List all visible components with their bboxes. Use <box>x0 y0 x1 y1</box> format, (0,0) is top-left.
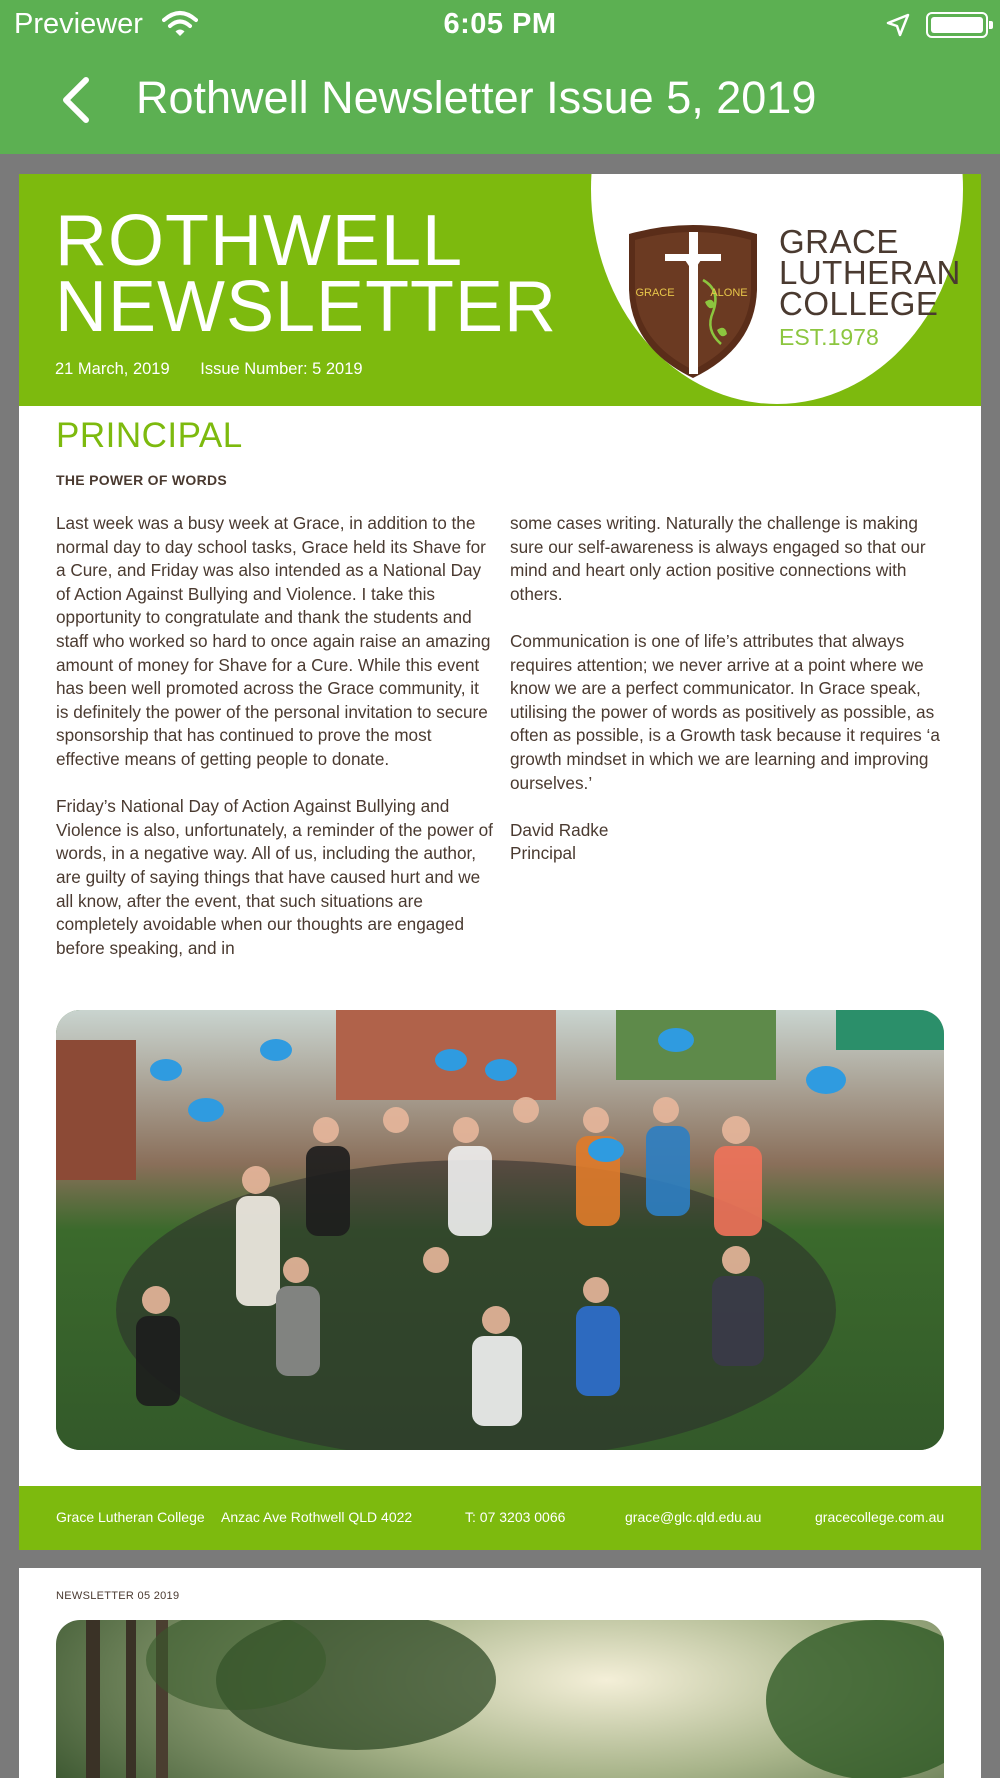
college-established: EST.1978 <box>779 324 879 350</box>
status-bar <box>0 0 1000 50</box>
nav-bar <box>0 60 1000 140</box>
newsletter-title: ROTHWELL NEWSLETTER <box>55 201 558 347</box>
app-bar <box>0 0 1000 154</box>
chevron-left-icon[interactable] <box>56 74 96 126</box>
newsletter-page-2[interactable] <box>19 1568 981 1778</box>
issue-date: 21 March, 2019 <box>55 360 170 378</box>
paragraph: Communication is one of life’s attributes that always requires attention; we never arrive at a point where we know we are a perfect communicator. In Grace speak, utilising the power of words as positively as possible, as often as possible, is a Growth task because it requires ‘a growth mindset in which we are learning and improving ourselves.’ <box>510 630 940 793</box>
paragraph: some cases writing. Naturally the challenge is making sure our self-awareness is always engaged so that our mind and heart only action positive connections with others. <box>510 513 926 604</box>
paragraph: Last week was a busy week at Grace, in addition to the normal day to day school tasks, Grace held its Shave for a Cure, and Friday was also intended as a National Day of Action Against Bullying and Violence. I take this opportunity to congratulate and thank the students and staff who worked so hard to once again raise an amazing amount of money for Shave for a Cure. While this event has been well promoted across the Grace community, it is definitely the power of the personal invitation to secure sponsorship that has continued to prove the most effective means of getting people to donate. <box>56 513 491 769</box>
forest-photo <box>56 1620 944 1778</box>
shield-text-right: ALONE <box>710 287 748 299</box>
article-heading: THE POWER OF WORDS <box>56 472 228 488</box>
newsletter-page-1[interactable] <box>19 174 981 1550</box>
footer-address: Anzac Ave Rothwell QLD 4022 <box>221 1509 413 1525</box>
shield-text-left: GRACE <box>635 287 675 299</box>
battery-icon <box>926 12 988 38</box>
issue-meta <box>55 360 363 379</box>
back-to-app-link[interactable]: Previewer <box>14 8 143 40</box>
signature <box>510 819 950 866</box>
college-name: GRACE LUTHERAN COLLEGE <box>779 223 961 322</box>
article-column-left <box>56 512 496 960</box>
group-photo <box>56 1010 944 1450</box>
footer-phone: T: 07 3203 0066 <box>465 1509 566 1525</box>
newsletter-footer <box>19 1486 981 1550</box>
section-title: PRINCIPAL <box>56 416 243 455</box>
paragraph: Friday’s National Day of Action Against Bullying and Violence is also, unfortunately, a reminder of the power of words, in a negative way. All of us, including the author, are guilty of saying things that have caused hurt and we all know, after the event, that such situations are completely avoidable when our thoughts are engaged before speaking, and in <box>56 796 493 958</box>
running-head: NEWSLETTER 05 2019 <box>56 1590 180 1602</box>
signature-name: David Radke <box>510 819 609 840</box>
status-time: 6:05 PM <box>443 8 557 40</box>
college-shield-logo <box>625 220 761 380</box>
signature-title: Principal <box>510 843 576 864</box>
location-arrow-icon <box>885 12 911 38</box>
article-column-right <box>510 512 950 866</box>
page-title: Rothwell Newsletter Issue 5, 2019 <box>136 72 817 123</box>
issue-number: Issue Number: 5 2019 <box>200 360 363 378</box>
newsletter-masthead <box>19 174 981 406</box>
footer-college-name: Grace Lutheran College <box>56 1509 205 1525</box>
footer-website: gracecollege.com.au <box>815 1509 945 1525</box>
footer-email: grace@glc.qld.edu.au <box>625 1509 762 1525</box>
